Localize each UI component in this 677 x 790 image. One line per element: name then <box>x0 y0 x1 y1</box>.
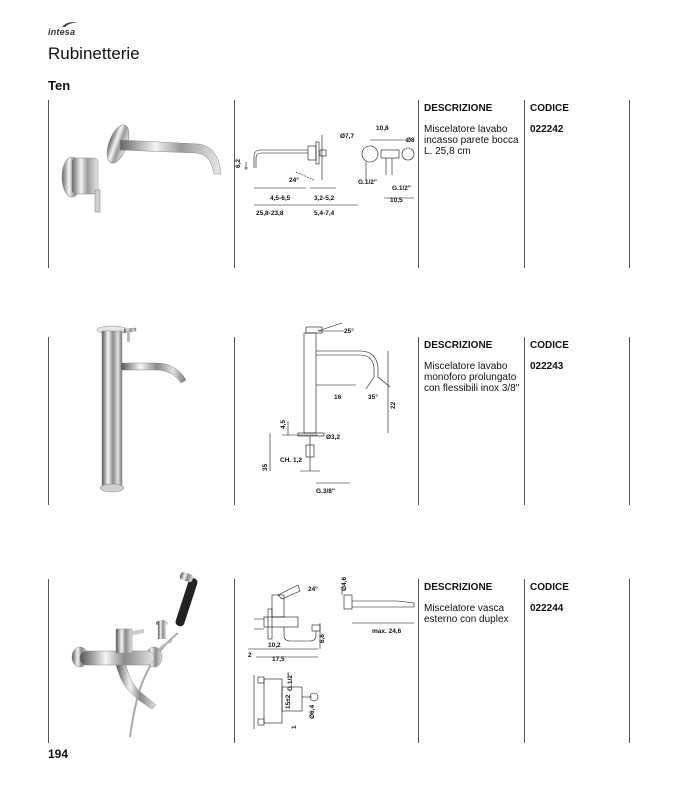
column-divider <box>48 100 49 268</box>
column-divider <box>418 100 419 268</box>
svg-text:16: 16 <box>334 394 342 401</box>
page-number: 194 <box>48 747 69 761</box>
svg-text:G.1/2": G.1/2" <box>358 179 377 186</box>
svg-text:6,2: 6,2 <box>235 158 242 168</box>
svg-text:25,8-23,8: 25,8-23,8 <box>256 210 284 217</box>
svg-text:1: 1 <box>291 725 298 729</box>
svg-text:Ø6,4: Ø6,4 <box>309 704 316 719</box>
svg-text:G.1/2": G.1/2" <box>392 185 411 192</box>
faucet-basin-photo <box>86 325 196 501</box>
product-description: Miscelatore lavabo monoforo prolungato con flessibili inox 3/8" <box>424 361 520 394</box>
column-divider <box>524 337 525 505</box>
product-description: Miscelatore vasca esterno con duplex <box>424 603 509 625</box>
svg-text:4,5-6,5: 4,5-6,5 <box>270 195 291 202</box>
svg-text:4,5: 4,5 <box>280 419 287 429</box>
description-header: DESCRIZIONE <box>424 340 493 351</box>
product-code: 022244 <box>530 603 564 614</box>
svg-text:Ø7,7: Ø7,7 <box>340 133 355 140</box>
svg-text:max. 24,6: max. 24,6 <box>372 628 402 635</box>
column-divider <box>629 579 630 743</box>
technical-drawing <box>260 321 440 507</box>
code-header: CODICE <box>530 103 569 114</box>
svg-text:17,5: 17,5 <box>272 656 285 663</box>
technical-drawing <box>238 576 418 743</box>
description-header: DESCRIZIONE <box>424 103 493 114</box>
column-divider <box>524 579 525 743</box>
page-title: Rubinetterie <box>48 44 140 63</box>
svg-text:24°: 24° <box>308 586 318 593</box>
svg-text:Ø3,2: Ø3,2 <box>326 434 341 441</box>
column-divider <box>524 100 525 268</box>
svg-text:2: 2 <box>248 652 252 659</box>
description-header: DESCRIZIONE <box>424 582 493 593</box>
product-description: Miscelatore lavabo incasso parete bocca L. 25,8 cm <box>424 124 519 157</box>
product-row <box>48 100 630 268</box>
product-row <box>48 576 630 743</box>
column-divider <box>234 100 235 268</box>
product-code: 022243 <box>530 361 564 372</box>
series-title: Ten <box>48 78 71 93</box>
svg-text:25°: 25° <box>344 328 354 335</box>
column-divider <box>629 100 630 268</box>
svg-text:10,5: 10,5 <box>390 197 403 204</box>
product-code: 022242 <box>530 124 564 135</box>
code-header: CODICE <box>530 340 569 351</box>
svg-text:G.3/8": G.3/8" <box>316 488 335 495</box>
brand-logo-text: intesa <box>48 27 76 37</box>
product-row <box>48 328 630 505</box>
svg-text:35°: 35° <box>368 394 378 401</box>
faucet-bath-photo <box>60 575 230 741</box>
faucet-wall-photo <box>58 122 228 232</box>
column-divider <box>418 579 419 743</box>
svg-text:10,2: 10,2 <box>268 642 281 649</box>
svg-text:22: 22 <box>390 401 397 409</box>
svg-text:G.1/2": G.1/2" <box>287 672 294 691</box>
svg-text:24°: 24° <box>289 177 299 184</box>
svg-text:CH. 1,2: CH. 1,2 <box>280 457 303 464</box>
svg-text:10,8: 10,8 <box>376 125 389 132</box>
code-header: CODICE <box>530 582 569 593</box>
svg-text:15±2: 15±2 <box>285 694 292 709</box>
column-divider <box>234 579 235 743</box>
svg-text:35: 35 <box>262 463 269 471</box>
column-divider <box>234 337 235 505</box>
svg-text:Ø4,6: Ø4,6 <box>341 576 348 591</box>
technical-drawing <box>236 120 416 230</box>
column-divider <box>629 337 630 505</box>
svg-text:5,4-7,4: 5,4-7,4 <box>314 210 335 217</box>
column-divider <box>48 579 49 743</box>
svg-text:3,2-5,2: 3,2-5,2 <box>314 195 335 202</box>
svg-text:Ø8: Ø8 <box>406 137 415 144</box>
column-divider <box>48 337 49 505</box>
svg-text:6,6: 6,6 <box>319 633 326 643</box>
